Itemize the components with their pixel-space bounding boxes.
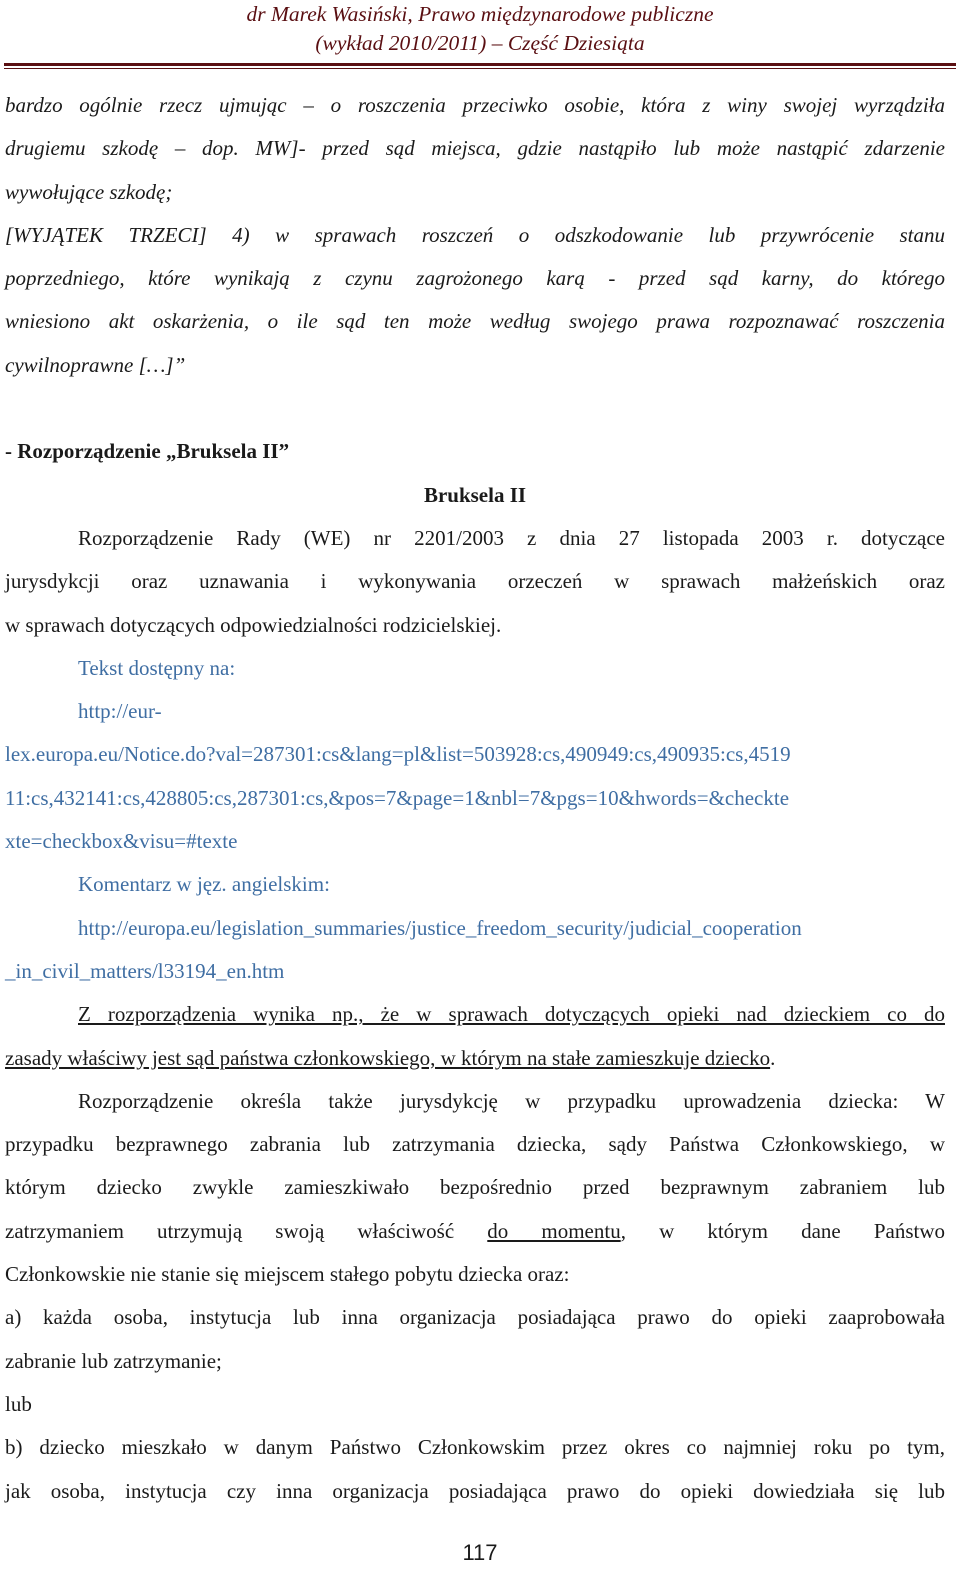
document-body [5,84,945,1513]
text-part: , w którym dane Państwo [620,1218,946,1243]
abduction-line: którym dziecko zwykle zamieszkiwało bezpośrednio przed bezprawnym zabraniem lub [5,1175,945,1200]
period: . [770,1045,776,1070]
underlined-text: zasady właściwy jest sąd państwa członkowskiego, w którym na stałe zamieszkuje dziecko [5,1045,771,1070]
page-number: 117 [462,1540,498,1565]
header-title: dr Marek Wasiński, Prawo międzynarodowe publiczne [246,2,714,26]
header-rule [4,63,956,66]
or-line: lub [5,1391,32,1416]
text-available-label: Tekst dostępny na: [78,655,236,680]
condition-a-line: zabranie lub zatrzymanie; [5,1348,222,1373]
condition-a-line: a) każda osoba, instytucja lub inna organizacja posiadająca prawo do opieki zaaprobowała [5,1305,945,1330]
text-part: zatrzymaniem utrzymują swoją właściwość [5,1218,488,1243]
quote-line: wniesiono akt oskarżenia, o ile sąd ten może według swojego prawa rozpoznawać roszczenia [5,309,945,334]
regulation-line: jurysdykcji oraz uznawania i wykonywania orzeczeń w sprawach małżeńskich oraz [5,569,945,594]
quote-line: poprzedniego, które wynikają z czynu zagrożonego karą - przed sąd karny, do którego [5,266,945,291]
section-heading: - Rozporządzenie „Bruksela II” [5,439,290,464]
quote-line: bardzo ogólnie rzecz ujmując – o roszczenia przeciwko osobie, która z winy swojej wyrządziła [5,93,945,117]
regulation-line: w sprawach dotyczących odpowiedzialności rodzicielskiej. [5,612,502,637]
abduction-line: Członkowskie nie stanie się miejscem stałego pobytu dziecka oraz: [5,1262,570,1287]
quote-line: wywołujące szkodę; [5,179,173,204]
regulation-line: Rozporządzenie Rady (WE) nr 2201/2003 z dnia 27 listopada 2003 r. dotyczące [78,525,945,550]
header-subtitle: (wykład 2010/2011) – Część Dziesiąta [315,31,645,55]
abduction-line [5,1210,945,1253]
eurlex-link[interactable]: xte=checkbox&visu=#texte [5,829,238,854]
underlined-line: Z rozporządzenia wynika np., że w sprawach dotyczących opieki nad dzieckiem co do [78,1002,945,1027]
eurlex-link[interactable]: 11:cs,432141:cs,428805:cs,287301:cs,&pos=7&page=1&nbl=7&pgs=10&hwords=&checkte [5,785,790,810]
commentary-label: Komentarz w jęz. angielskim: [78,872,330,897]
summary-link[interactable]: _in_civil_matters/l33194_en.htm [5,958,285,983]
subheading: Bruksela II [423,482,527,507]
condition-b-line: b) dziecko mieszkało w danym Państwo Członkowskim przez okres co najmniej roku po tym, [5,1435,945,1460]
spacer [5,387,945,430]
summary-link[interactable]: http://europa.eu/legislation_summaries/justice_freedom_security/judicial_cooperation [78,915,802,940]
abduction-line: przypadku bezprawnego zabrania lub zatrzymania dziecka, sądy Państwa Członkowskiego, w [5,1132,945,1157]
quote-line: [WYJĄTEK TRZECI] 4) w sprawach roszczeń o odszkodowanie lub przywrócenie stanu [5,222,945,247]
underlined-line [5,1037,945,1080]
eurlex-link[interactable]: lex.europa.eu/Notice.do?val=287301:cs&lang=pl&list=503928:cs,490949:cs,490935:cs,4519 [5,742,791,767]
quote-block [5,84,945,387]
eurlex-link[interactable]: http://eur- [78,699,162,724]
header-rule-thin [4,68,956,69]
condition-b-line: jak osoba, instytucja czy inna organizacja posiadająca prawo do opieki dowiedziała się lub [5,1478,945,1503]
underlined-phrase: do momentu [487,1218,621,1243]
abduction-line: Rozporządzenie określa także jurysdykcję w przypadku uprowadzenia dziecka: W [78,1088,945,1113]
page-header [0,0,960,62]
quote-line: cywilnoprawne […]” [5,352,186,377]
quote-line: drugiemu szkodę – dop. MW]- przed sąd miejsca, gdzie nastąpiło lub może nastąpić zdarzenie [5,136,945,161]
